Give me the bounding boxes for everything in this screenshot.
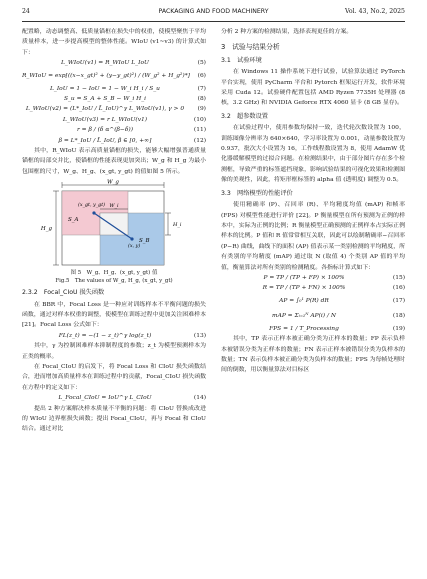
label-p: (x, y) xyxy=(128,244,141,250)
page-number: 24 xyxy=(22,8,30,15)
equation-13: FL(z_t) = −(1 − z_t)^γ log(z_t) (13) xyxy=(58,332,206,339)
figure-caption-en: Fig.5 The values of W_g, H_g, (x_gt, y_gt) xyxy=(55,278,173,285)
section-heading: 3 试验与结果分析 xyxy=(221,43,280,52)
paragraph: 在试验过程中，使用参数均保持一致，迭代轮次数设置为 100，训练图像分辨率为 640×640，学习率设置为 0.001，动量参数设置为 0.937，批次大小设置为 16，工作线程数设置为 8，使用 AdamW 优化器缓解模型的过拟合问题。在检测结果中，由于部分图片存在多个检测框，导致严重的标签遮挡现象，影响试验结果的可视化效果和检测图像的美观性，因此，将矩形框标签的 alpha 值 (透明度) 调整为 0.5。 xyxy=(221,125,405,184)
label-hg: H_g xyxy=(40,226,52,233)
equation-16: R = TP / (TP + FN) × 100% (16) xyxy=(262,285,405,292)
equation-14: L_Focal_CIoU = IoU^γ L_CIoU (14) xyxy=(58,395,206,402)
equation-block-metrics xyxy=(221,273,405,334)
equation-7: L_IoU = 1 − IoU = 1 − W_i H_i / S_u (7) xyxy=(50,85,206,92)
equation-17: AP = ∫₀¹ P(R) dR (17) xyxy=(279,298,405,305)
paragraph: 在 Focal_CIoU 的启发下，将 Focal Loss 和 CIoU 损失函数结合，进而增加高质量样本在训练过程中的贡献，Focal_CIoU 损失函数在方程中的定义如下： xyxy=(22,364,206,391)
right-column xyxy=(221,27,405,376)
equation-15: P = TP / (TP + FP) × 100% (15) xyxy=(263,274,405,281)
equation-11: r = β / (δ α^(β−δ)) (11) xyxy=(76,127,206,134)
figure-5-diagram xyxy=(22,179,206,269)
equation-5: L_WIoU(v1) = R_WIoU L_IoU (5) xyxy=(61,60,206,67)
subsection-heading: 3.3 网络模型的性能评价 xyxy=(221,189,293,197)
equation-19: FPS = 1 / T_Processing (19) xyxy=(269,325,405,332)
label-sb: S_B xyxy=(139,238,150,245)
paragraph: 在 BBR 中，Focal Loss 是一种应对训练样本不平衡问题的损失函数，通过对样本权重的调整，使模型在训练过程中更加关注困难样本 [21]。Focal Loss 公式如下： xyxy=(22,301,206,329)
paragraph: 其中，R_WIoU 表示高质量锚框的损失，能够大幅增强普通质量锚框的局部交并比，使锚框的性能表现更加突出；W_g 和 H_g 为最小包围框的尺寸，W_g、H_g、(x_gt, y_gt) 的值如图 5 所示。 xyxy=(22,147,206,175)
paragraph: 在 Windows 11 操作系统下进行试验，试验算法通过 PyTorch 平台实现，使用 PyCharm 平台和 Pytorch 框架运行开发，软件环境采用 Cuda 12。试验硬件配置包括 AMD Ryzen 7735H 处理器 (8 核，3.2 GHz) 和 NVIDIA Geforce RTX 4060 显卡 (8 GB 显存)。 xyxy=(221,69,405,107)
equation-9: L_WIoU(v2) = (L*_IoU / L̄_IoU)^γ L_WIoU(v1), γ > 0 (9) xyxy=(25,106,206,113)
equation-10: L_WIoU(v3) = r L_WIoU(v1) (10) xyxy=(62,116,206,123)
volume-info: Vol. 43, No.2, 2025 xyxy=(345,8,405,15)
label-wg: W_g xyxy=(107,179,119,186)
paragraph: 其中，TP 表示正样本被正确分类为正样本的数量；FP 表示负样本被错误分类为正样本的数量；FN 表示正样本被错误分类为负样本的数量；TN 表示负样本被正确分类为负样本的数量；FPS 为每帧处理时间的倒数，用以衡量算法对目标区 xyxy=(221,336,405,374)
journal-name: PACKAGING AND FOOD MACHINERY xyxy=(158,8,269,15)
left-column xyxy=(22,27,206,435)
figure-caption-cn: 图 5 W_g、H_g、(x_gt, y_gt) 值 xyxy=(70,270,158,277)
section-heading: 2.3.2 Focal_CIoU 损失函数 xyxy=(22,289,105,297)
paragraph: 其中，γ 为控制困难样本抑制程度的参数；z_t 为模型预测样本为正类的概率。 xyxy=(22,343,206,360)
equation-12: β = L*_IoU / L̄_IoU, β ∈ [0, +∞] (12) xyxy=(58,137,206,144)
paragraph: 提出 2 种方案解决样本质量不平衡的问题：将 CIoU 替换成改进的 WIoU 边界框损失函数；提出 Focal_CIoU，再与 Focal 和 CIoU 结合。通过对比 xyxy=(22,405,206,433)
label-hi: H_i xyxy=(173,222,182,229)
equation-block-wiou xyxy=(22,58,206,146)
equation-18: mAP = Σᵢ₌₁ᴺ AP(i) / N (18) xyxy=(271,313,405,320)
label-sa: S_A xyxy=(68,217,79,224)
equation-6: R_WIoU = exp[((x−x_gt)² + (y−y_gt)²) / (W_g² + H_g²)*] (6) xyxy=(22,72,206,79)
equation-8: S_u = S_A + S_B − W_i H_i (8) xyxy=(63,96,206,102)
label-pgt: (x_gt, y_gt) xyxy=(78,203,106,209)
label-wi: W_i xyxy=(109,203,119,210)
paragraph: 使用精确率 (P)、召回率 (R)、平均精度均值 (mAP) 和帧率 (FPS) 对模型性能进行评价 [22]。P 衡量模型在所有预测为正例的样本中，实际为正例的比例；R 衡量模型正确预测的正例样本占实际正例样本的比例。P 值和 R 值常常相互关联，因此可以绘制精确率−召回率 (P−R) 曲线，曲线下的面积 (AP) 值表示某一类别检测的平均精度，所有类别的平均精度 (mAP) 通过取 N (取值 4) 个类别 AP 值的平均值，衡量算法对所有类别的检测精度。各指标计算式如下： xyxy=(221,202,405,271)
subsection-heading: 3.1 试验环境 xyxy=(221,56,262,64)
subsection-heading: 3.2 超参数设置 xyxy=(221,112,268,120)
header-rule xyxy=(22,21,405,22)
figure-5 xyxy=(22,179,206,269)
running-header xyxy=(22,8,405,20)
paragraph: 配置略，动态调整高、低质量锚框在损失中的权重，使模型聚焦于平均质量样本，进一步提高模型的整体性能。WIoU (v1~v3) 的计算式如下： xyxy=(22,29,206,56)
paragraph: 分析 2 种方案的检测结果，选择表现更佳的方案。 xyxy=(221,29,353,35)
